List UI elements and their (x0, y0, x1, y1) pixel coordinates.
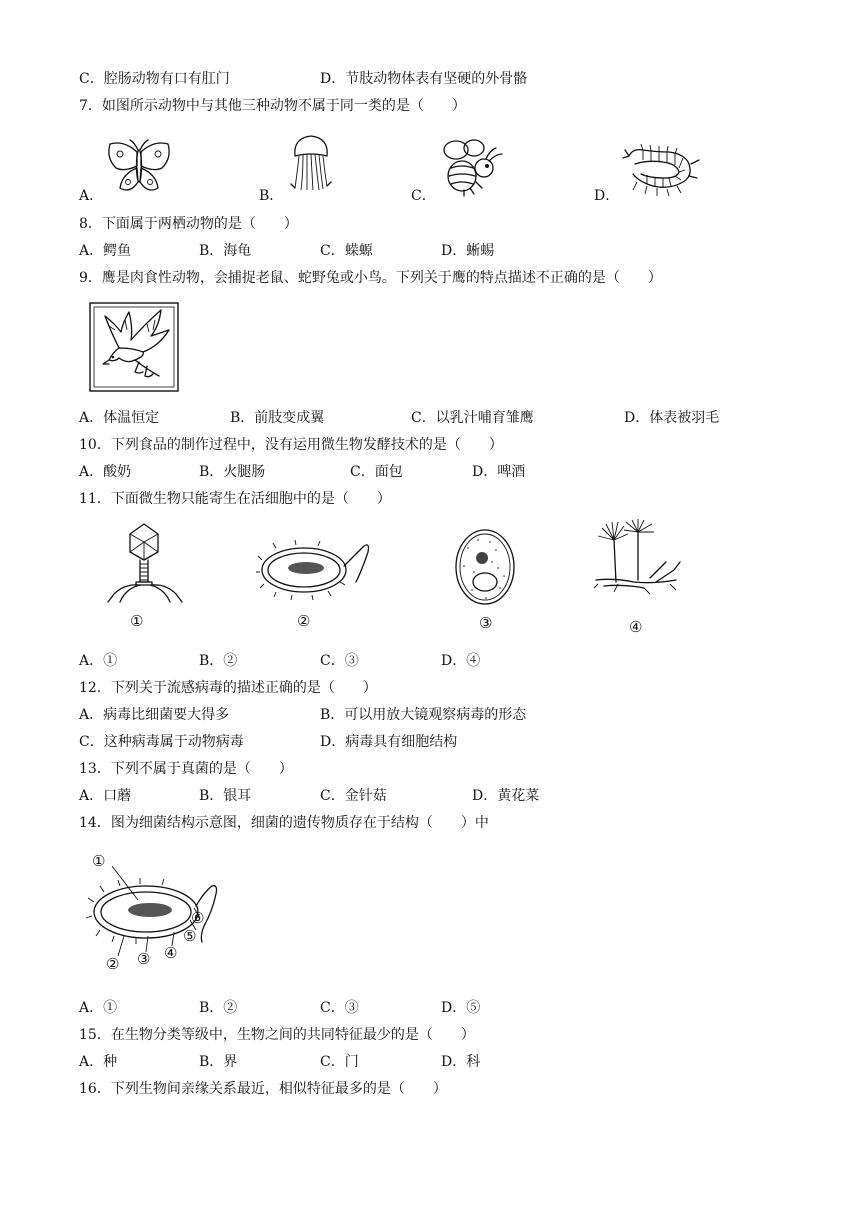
q13-option-d: D．黄花菜 (472, 788, 540, 804)
q9-stem: 9．鹰是肉食性动物，会捕捉老鼠、蛇野兔或小鸟。下列关于鹰的特点描述不正确的是（ ） (79, 270, 662, 286)
q11-option-d: D．④ (441, 653, 481, 669)
q14-label-2: ② (106, 955, 120, 973)
bacteriophage-icon (104, 522, 186, 602)
q11-stem: 11．下面微生物只能寄生在活细胞中的是（ ） (79, 491, 391, 507)
q7-option-a: A． (79, 188, 104, 204)
q8-option-a: A．鳄鱼 (79, 243, 132, 259)
q12-option-c: C．这种病毒属于动物病毒 (79, 734, 244, 750)
q6-option-d: D．节肢动物体表有坚硬的外骨骼 (320, 71, 528, 87)
q14-label-4: ④ (164, 944, 178, 962)
q14-option-d: D．⑤ (441, 1000, 481, 1016)
q13-option-a: A．口蘑 (79, 788, 132, 804)
mold-icon (594, 522, 686, 600)
q14-option-a: A．① (79, 1000, 118, 1016)
q11-label-3: ③ (479, 614, 493, 632)
q7-option-b: B． (259, 188, 284, 204)
q11-option-c: C．③ (320, 653, 359, 669)
q15-option-b: B．界 (199, 1054, 238, 1070)
q10-option-a: A．酸奶 (79, 464, 132, 480)
centipede-icon (623, 146, 701, 196)
q14-label-6: ⑥ (191, 909, 205, 927)
q14-option-c: C．③ (320, 1000, 359, 1016)
q16-stem: 16．下列生物间亲缘关系最近，相似特征最多的是（ ） (79, 1081, 447, 1097)
q10-stem: 10．下列食品的制作过程中，没有运用微生物发酵技术的是（ ） (79, 437, 503, 453)
q9-option-b: B．前肢变成翼 (230, 410, 325, 426)
q6-option-c: C．腔肠动物有口有肛门 (79, 71, 230, 87)
q14-option-b: B．② (199, 1000, 238, 1016)
q8-stem: 8．下面属于两栖动物的是（ ） (79, 216, 298, 232)
yeast-cell-icon (452, 526, 518, 608)
eagle-icon (89, 302, 179, 392)
butterfly-icon (104, 138, 174, 198)
q11-option-a: A．① (79, 653, 118, 669)
q9-option-d: D．体表被羽毛 (624, 410, 720, 426)
q14-stem: 14．图为细菌结构示意图，细菌的遗传物质存在于结构（ ）中 (79, 815, 489, 831)
q10-option-c: C．面包 (350, 464, 403, 480)
q14-label-1: ① (92, 852, 106, 870)
q8-option-d: D．蜥蜴 (441, 243, 495, 259)
q12-stem: 12．下列关于流感病毒的描述正确的是（ ） (79, 680, 377, 696)
jellyfish-icon (287, 134, 337, 192)
q11-label-1: ① (130, 612, 144, 630)
q9-option-c: C．以乳汁哺育雏鹰 (411, 410, 534, 426)
q7-option-d: D． (594, 188, 620, 204)
q14-label-3: ③ (137, 950, 151, 968)
q7-stem: 7．如图所示动物中与其他三种动物不属于同一类的是（ ） (79, 98, 466, 114)
q11-label-2: ② (297, 612, 311, 630)
q15-stem: 15．在生物分类等级中，生物之间的共同特征最少的是（ ） (79, 1027, 475, 1043)
q12-option-b: B．可以用放大镜观察病毒的形态 (320, 707, 527, 723)
q9-option-a: A．体温恒定 (79, 410, 160, 426)
q12-option-a: A．病毒比细菌要大得多 (79, 707, 230, 723)
q11-option-b: B．② (199, 653, 238, 669)
q11-label-4: ④ (629, 618, 643, 636)
bee-icon (440, 138, 506, 196)
q13-option-c: C．金针菇 (320, 788, 387, 804)
q13-option-b: B．银耳 (199, 788, 252, 804)
q15-option-c: C．门 (320, 1054, 359, 1070)
q8-option-b: B．海龟 (199, 243, 252, 259)
q10-option-d: D．啤酒 (472, 464, 526, 480)
q13-stem: 13．下列不属于真菌的是（ ） (79, 761, 293, 777)
q7-option-c: C． (411, 188, 436, 204)
q12-option-d: D．病毒具有细胞结构 (320, 734, 458, 750)
q8-option-c: C．蝾螈 (320, 243, 373, 259)
q10-option-b: B．火腿肠 (199, 464, 266, 480)
bacterium-icon (256, 540, 372, 600)
q15-option-d: D．科 (441, 1054, 481, 1070)
q15-option-a: A．种 (79, 1054, 118, 1070)
q14-label-5: ⑤ (183, 927, 197, 945)
